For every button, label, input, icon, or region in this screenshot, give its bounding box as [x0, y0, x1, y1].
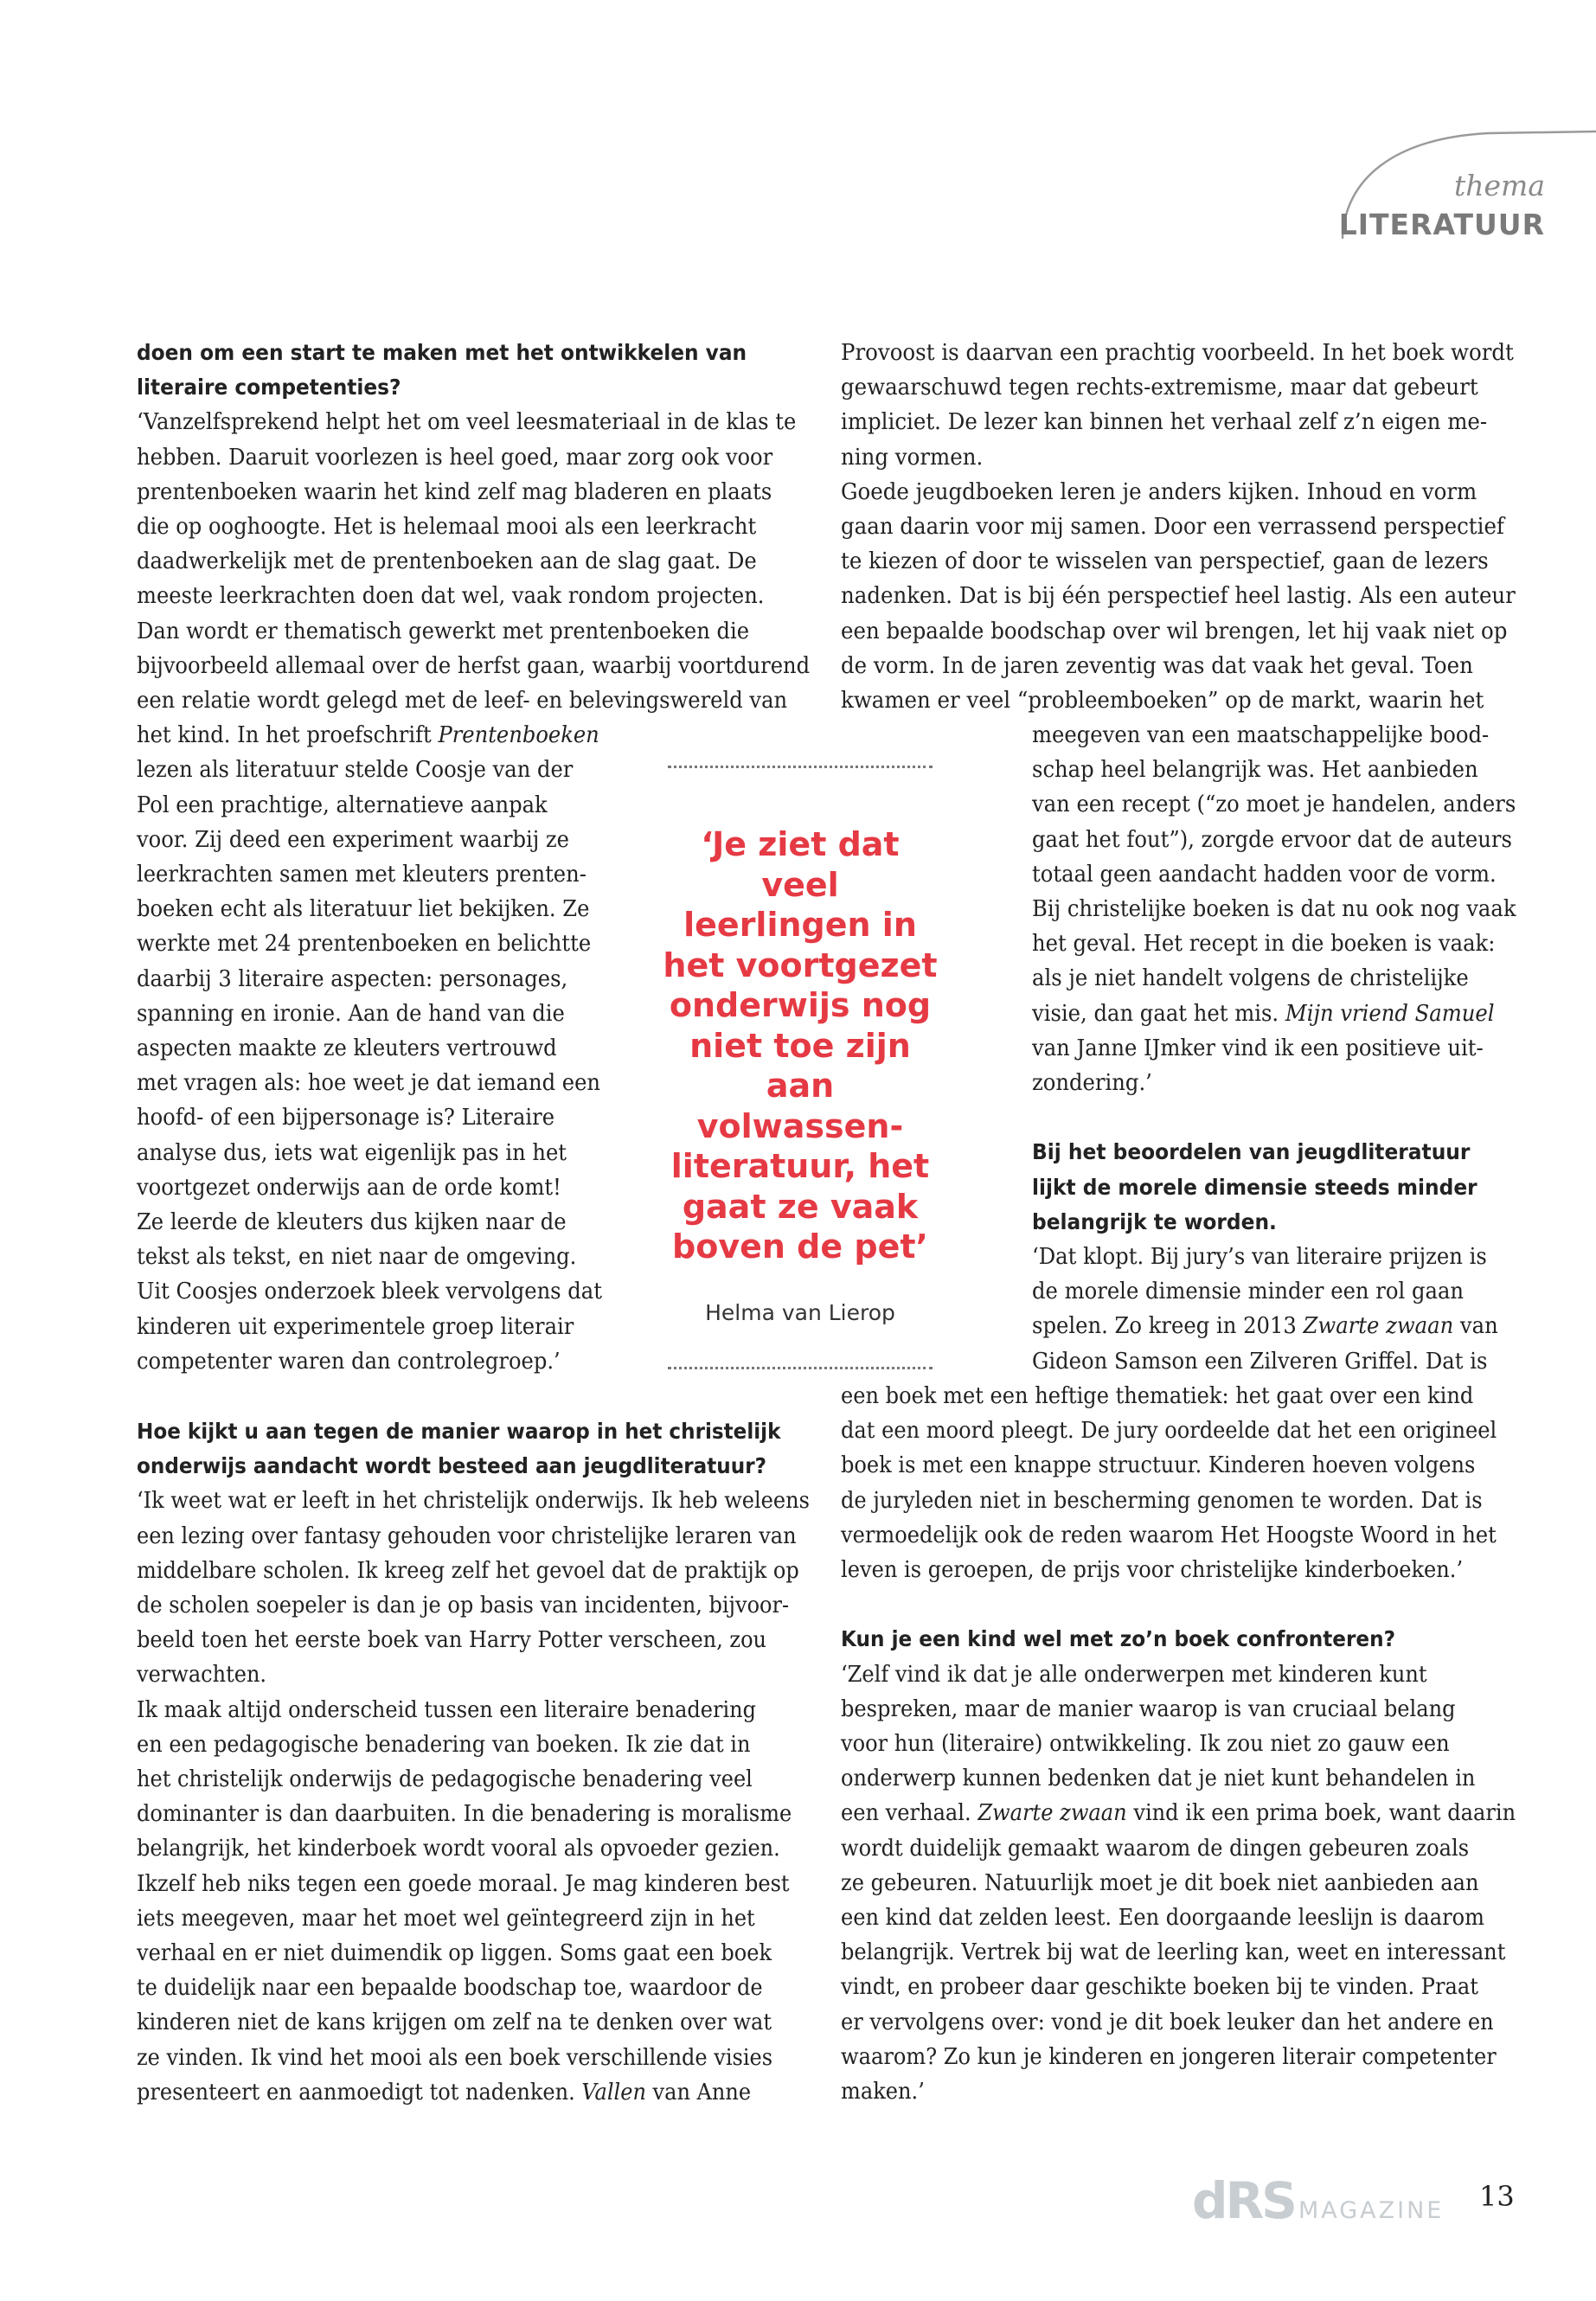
pull-quote-line: onderwijs nog [669, 986, 932, 1024]
question-line [1032, 1135, 1516, 1170]
text-segment: een lezing over fantasy gehouden voor christelijke leraren van [137, 1522, 797, 1549]
pull-quote-line: ‘Je ziet dat veel [701, 825, 900, 904]
text-segment: een kind dat zelden leest. Een doorgaande leeslijn is daarom [841, 1905, 1484, 1932]
text-segment: van een recept (“zo moet je handelen, anders [1032, 792, 1516, 818]
text-segment: doen om een start te maken met het ontwikkelen van [137, 340, 747, 365]
theme-title: LITERATUUR [1338, 208, 1545, 241]
magazine-logo [1192, 2171, 1444, 2230]
text-segment: ‘Vanzelfsprekend helpt het om veel leesmateriaal in de klas te [137, 409, 797, 436]
text-segment: schap heel belangrijk was. Het aanbieden [1032, 757, 1478, 784]
text-line [841, 1657, 1516, 1692]
text-segment: het christelijk onderwijs de pedagogische benadering veel [137, 1766, 753, 1793]
text-line [1032, 823, 1516, 857]
text-segment: onderwerp kunnen bedenken dat je niet kunt behandelen in [841, 1766, 1476, 1792]
logo-mark: dRS [1192, 2171, 1295, 2230]
text-segment: van Janne IJmker vind ik een positieve uit- [1032, 1035, 1484, 1061]
pull-quote [657, 766, 943, 1369]
text-segment: Uit Coosjes onderzoek bleek vervolgens dat [137, 1279, 602, 1305]
text-segment: leerkrachten samen met kleuters prenten- [137, 862, 586, 888]
text-line [841, 1761, 1516, 1796]
text-segment: aspecten maakte ze kleuters vertrouwd [137, 1035, 557, 1062]
text-line [841, 683, 1516, 718]
text-line [137, 1762, 810, 1797]
question-line [137, 1449, 810, 1484]
text-segment: Hoe kijkt u aan tegen de manier waarop in het christelijk [137, 1419, 781, 1444]
text-line [841, 649, 1516, 683]
text-segment: die op ooghoogte. Het is helemaal mooi als een leerkracht [137, 514, 757, 541]
text-segment: visie, dan gaat het mis. [1032, 1000, 1285, 1027]
text-segment: een boek met een heftige thematiek: het gaat over een kind [841, 1383, 1474, 1409]
paragraph-gap [1032, 1100, 1551, 1135]
text-line [137, 1623, 810, 1657]
pull-quote-line: boven de pet’ [672, 1227, 928, 1266]
text-segment: het geval. Het recept in die boeken is vaak: [1032, 931, 1496, 958]
text-line [1032, 1240, 1516, 1274]
text-line [841, 1553, 1516, 1587]
pull-quote-author: Helma van Lierop [705, 1299, 895, 1325]
text-segment: Ikzelf heb niks tegen een goede moraal. Je mag kinderen best [137, 1870, 790, 1897]
text-line [137, 2041, 810, 2075]
text-segment: een verhaal. [841, 1800, 978, 1827]
text-segment: lijkt de morele dimensie steeds minder [1032, 1174, 1477, 1200]
text-line [1032, 857, 1516, 892]
text-line [137, 1867, 810, 1901]
text-segment: de morele dimensie minder een rol gaan [1032, 1279, 1465, 1305]
text-segment: ‘Zelf vind ik dat je alle onderwerpen met kinderen kunt [841, 1661, 1427, 1688]
text-segment: werkte met 24 prentenboeken en belichtte [137, 931, 592, 958]
text-segment: het kind. In het proefschrift [137, 722, 439, 749]
pull-quote-line: het voortgezet [663, 945, 938, 984]
text-segment: ning vormen. [841, 444, 984, 471]
text-line [841, 1727, 1516, 1761]
text-line [841, 2074, 1516, 2109]
text-segment: presenteert en aanmoedigt tot nadenken. [137, 2079, 582, 2106]
text-segment: vindt, en probeer daar geschikte boeken bij te vinden. Praat [841, 1974, 1478, 2001]
text-segment: boek is met een knappe structuur. Kinderen hoeven volgens [841, 1452, 1476, 1479]
text-segment: gaan daarin voor mij samen. Door een verrassend perspectief [841, 514, 1504, 541]
text-segment: dominanter is dan daarbuiten. In die benadering is moralisme [137, 1801, 792, 1828]
text-segment: lezen als literatuur stelde Coosje van der [137, 757, 574, 784]
text-line [137, 510, 810, 544]
text-segment: te kiezen of door te wisselen van perspectief, gaan de lezers [841, 548, 1489, 575]
text-segment: van [1453, 1313, 1498, 1340]
text-line [841, 1484, 1516, 1518]
text-segment: ze vinden. Ik vind het mooi als een boek verschillende visies [137, 2044, 773, 2071]
paragraph-gap [841, 1587, 1569, 1622]
text-segment: waarom? Zo kun je kinderen en jongeren literair competenter [841, 2043, 1497, 2070]
right-column-bottom [841, 1379, 1569, 2109]
text-line [841, 614, 1516, 649]
text-line [137, 683, 810, 718]
text-line [1032, 1274, 1516, 1309]
text-line [1032, 892, 1516, 926]
text-line [1032, 718, 1516, 753]
text-line [137, 405, 810, 439]
text-segment: de vorm. In de jaren zeventig was dat vaak het geval. Toen [841, 652, 1473, 679]
text-segment: leven is geroepen, de prijs voor christelijke kinderboeken.’ [841, 1557, 1464, 1584]
book-title: Mijn vriend Samuel [1285, 1000, 1495, 1027]
text-segment: boeken echt als literatuur liet bekijken. Ze [137, 896, 590, 923]
text-line [841, 370, 1516, 405]
text-line [137, 1727, 810, 1762]
text-segment: kwamen er veel “probleemboeken” op de markt, waarin het [841, 688, 1484, 715]
text-line [841, 1413, 1516, 1448]
text-segment: beeld toen het eerste boek van Harry Potter verscheen, zou [137, 1627, 767, 1654]
text-segment: tekst als tekst, en niet naar de omgeving. [137, 1244, 577, 1271]
text-segment: nadenken. Dat is bij één perspectief heel lastig. Als een auteur [841, 583, 1516, 610]
question-line [1032, 1170, 1516, 1205]
text-segment: Ze leerde de kleuters dus kijken naar de [137, 1209, 567, 1236]
text-line [841, 405, 1516, 439]
pull-quote-line: leerlingen in [683, 906, 917, 944]
text-segment: totaal geen aandacht hadden voor de vorm. [1032, 861, 1497, 888]
text-line [137, 1971, 810, 2005]
text-line [137, 649, 810, 683]
text-line [137, 2005, 810, 2040]
text-line [137, 1797, 810, 1831]
text-line [1032, 753, 1516, 787]
text-segment: Kun je een kind wel met zo’n boek confronteren? [841, 1626, 1396, 1652]
question-line [137, 1414, 810, 1449]
text-line [137, 1519, 810, 1554]
text-segment: gaat het fout”), zorgde ervoor dat de auteurs [1032, 826, 1512, 853]
text-segment: Bij christelijke boeken is dat nu ook nog vaak [1032, 896, 1516, 923]
book-title: Zwarte zwaan [1303, 1313, 1454, 1340]
text-line [137, 1484, 810, 1518]
text-line [841, 1518, 1516, 1553]
text-line [841, 579, 1516, 613]
text-segment: spanning en ironie. Aan de hand van die [137, 1000, 565, 1027]
text-segment: Pol een prachtige, alternatieve aanpak [137, 792, 548, 818]
text-line [137, 1554, 810, 1588]
text-line [1032, 926, 1516, 961]
text-segment: een bepaalde boodschap over wil brengen, let hij vaak niet op [841, 618, 1508, 644]
text-segment: analyse dus, iets wat eigenlijk pas in het [137, 1139, 567, 1166]
text-segment: en een pedagogische benadering van boeken. Ik zie dat in [137, 1731, 751, 1758]
text-line [137, 440, 810, 475]
text-line [137, 1831, 810, 1866]
pull-quote-line: literatuur, het [670, 1147, 930, 1185]
text-segment: verwachten. [137, 1662, 267, 1689]
text-segment: belangrijk, het kinderboek wordt vooral als opvoeder gezien. [137, 1836, 780, 1862]
text-line [137, 1693, 810, 1727]
text-segment: voortgezet onderwijs aan de orde komt! [137, 1174, 561, 1201]
text-line [137, 1657, 810, 1692]
text-line [841, 1692, 1516, 1727]
text-segment: kinderen niet de kans krijgen om zelf na te denken over wat [137, 2009, 772, 2036]
text-segment: Ik maak altijd onderscheid tussen een literaire benadering [137, 1696, 757, 1723]
text-segment: er vervolgens over: vond je dit boek leuker dan het andere en [841, 2009, 1494, 2035]
text-segment: een relatie wordt gelegd met de leef- en belevingswereld van [137, 688, 788, 715]
text-line [841, 2005, 1516, 2040]
text-line [841, 1935, 1516, 1970]
text-segment: ‘Dat klopt. Bij jury’s van literaire prijzen is [1032, 1244, 1487, 1271]
text-segment: dat een moord pleegt. De jury oordeelde dat het een origineel [841, 1418, 1497, 1445]
text-segment: gewaarschuwd tegen rechts-extremisme, maar dat gebeurt [841, 375, 1478, 401]
text-segment: iets meegeven, maar het moet wel geïntegreerd zijn in het [137, 1905, 755, 1932]
text-segment: meegeven van een maatschappelijke bood- [1032, 722, 1490, 748]
text-line [1032, 1031, 1516, 1066]
text-line [1032, 1309, 1516, 1343]
right-column-top [841, 336, 1558, 718]
text-segment: maken.’ [841, 2079, 925, 2106]
question-line [1032, 1205, 1516, 1240]
text-segment: Gideon Samson een Zilveren Griffel. Dat is [1032, 1348, 1488, 1375]
text-line [841, 336, 1516, 370]
text-segment: competenter waren dan controlegroep.’ [137, 1348, 561, 1375]
theme-label: thema [1453, 169, 1545, 202]
text-line [137, 2075, 810, 2110]
text-line [1032, 787, 1516, 822]
text-segment: de scholen soepeler is dan je op basis van incidenten, bijvoor- [137, 1593, 790, 1619]
text-segment: middelbare scholen. Ik kreeg zelf het gevoel dat de praktijk op [137, 1557, 799, 1584]
text-line [137, 614, 810, 649]
book-title: Prentenboeken [438, 722, 599, 749]
text-segment: hoofd- of een bijpersonage is? Literaire [137, 1105, 555, 1131]
text-line [841, 2040, 1516, 2074]
pull-quote-text [657, 824, 943, 1267]
text-line [1032, 961, 1516, 996]
text-segment: wordt duidelijk gemaakt waarom de dingen gebeuren zoals [841, 1835, 1470, 1862]
text-segment: Bij het beoordelen van jeugdliteratuur [1032, 1139, 1471, 1165]
text-segment: zondering.’ [1032, 1070, 1152, 1097]
left-column-bottom [137, 1414, 865, 2110]
text-segment: bijvoorbeeld allemaal over de herfst gaan, waarbij voortdurend [137, 652, 811, 679]
text-segment: literaire competenties? [137, 375, 401, 401]
text-line [841, 1796, 1516, 1830]
text-segment: vind ik een prima boek, want daarin [1126, 1800, 1516, 1827]
text-segment: bespreken, maar de manier waarop is van cruciaal belang [841, 1695, 1456, 1722]
text-line [841, 440, 1516, 475]
text-line [137, 579, 810, 613]
text-line [841, 510, 1516, 544]
question-line [841, 1622, 1516, 1657]
text-segment: belangrijk te worden. [1032, 1208, 1277, 1234]
text-line [841, 1831, 1516, 1866]
text-line [137, 475, 810, 510]
text-line [841, 1970, 1516, 2004]
text-segment: als je niet handelt volgens de christelijke [1032, 965, 1469, 992]
question-line [137, 336, 810, 370]
text-line [841, 544, 1516, 579]
pull-quote-line: aan volwassen- [696, 1067, 904, 1145]
text-line [1032, 1066, 1516, 1100]
text-segment: meeste leerkrachten doen dat wel, vaak rondom projecten. [137, 583, 765, 610]
text-segment: verhaal en er niet duimendik op liggen. Soms gaat een boek [137, 1940, 772, 1967]
pull-quote-line: gaat ze vaak [682, 1187, 919, 1226]
text-line [137, 1901, 810, 1936]
text-segment: vermoedelijk ook de reden waarom Het Hoogste Woord in het [841, 1522, 1497, 1548]
text-segment: hebben. Daaruit voorlezen is heel goed, maar zorg ook voor [137, 444, 773, 471]
text-line [1032, 1344, 1516, 1379]
text-segment: spelen. Zo kreeg in 2013 [1032, 1313, 1304, 1340]
text-segment: Provoost is daarvan een prachtig voorbeeld. In het boek wordt [841, 340, 1514, 366]
pull-quote-bottom-divider [668, 1367, 933, 1369]
text-segment: ‘Ik weet wat er leeft in het christelijk onderwijs. Ik heb weleens [137, 1488, 810, 1515]
text-segment: kinderen uit experimentele groep literair [137, 1313, 574, 1340]
text-segment: te duidelijk naar een bepaalde boodschap toe, waardoor de [137, 1975, 763, 2002]
text-segment: onderwijs aandacht wordt besteed aan jeugdliteratuur? [137, 1453, 766, 1479]
text-segment: daadwerkelijk met de prentenboeken aan de slag gaat. De [137, 548, 757, 575]
text-segment: ze gebeuren. Natuurlijk moet je dit boek niet aanbieden aan [841, 1869, 1479, 1896]
logo-wordmark: MAGAZINE [1298, 2197, 1445, 2224]
text-line [137, 544, 810, 579]
text-segment: voor. Zij deed een experiment waarbij ze [137, 826, 570, 853]
text-segment: van Anne [645, 2079, 752, 2106]
text-line [841, 1448, 1516, 1483]
text-segment: prentenboeken waarin het kind zelf mag bladeren en plaats [137, 478, 772, 505]
text-segment: voor hun (literaire) ontwikkeling. Ik zou niet zo gauw een [841, 1731, 1450, 1758]
book-title: Zwarte zwaan [977, 1800, 1127, 1827]
text-line [137, 1588, 810, 1623]
text-line [841, 1866, 1516, 1900]
text-segment: belangrijk. Vertrek bij wat de leerling kan, weet en interessant [841, 1939, 1506, 1966]
text-segment: met vragen als: hoe weet je dat iemand een [137, 1070, 601, 1097]
text-segment: daarbij 3 literaire aspecten: personages, [137, 965, 568, 992]
page-number: 13 [1479, 2180, 1515, 2213]
question-line [137, 370, 810, 405]
text-line [841, 1379, 1516, 1413]
text-line [1032, 997, 1516, 1031]
pull-quote-line: niet toe zijn [689, 1026, 911, 1065]
right-column-narrow [1032, 718, 1551, 1379]
text-line [137, 1936, 810, 1971]
text-segment: Goede jeugdboeken leren je anders kijken. Inhoud en vorm [841, 478, 1477, 505]
text-segment: impliciet. De lezer kan binnen het verhaal zelf z’n eigen me- [841, 409, 1488, 436]
text-line [841, 475, 1516, 510]
text-segment: Dan wordt er thematisch gewerkt met prentenboeken die [137, 618, 750, 644]
text-line [841, 1900, 1516, 1935]
pull-quote-top-divider [668, 766, 933, 768]
text-segment: de juryleden niet in bescherming genomen te worden. Dat is [841, 1487, 1483, 1514]
text-line [137, 718, 810, 753]
book-title: Vallen [581, 2079, 646, 2106]
